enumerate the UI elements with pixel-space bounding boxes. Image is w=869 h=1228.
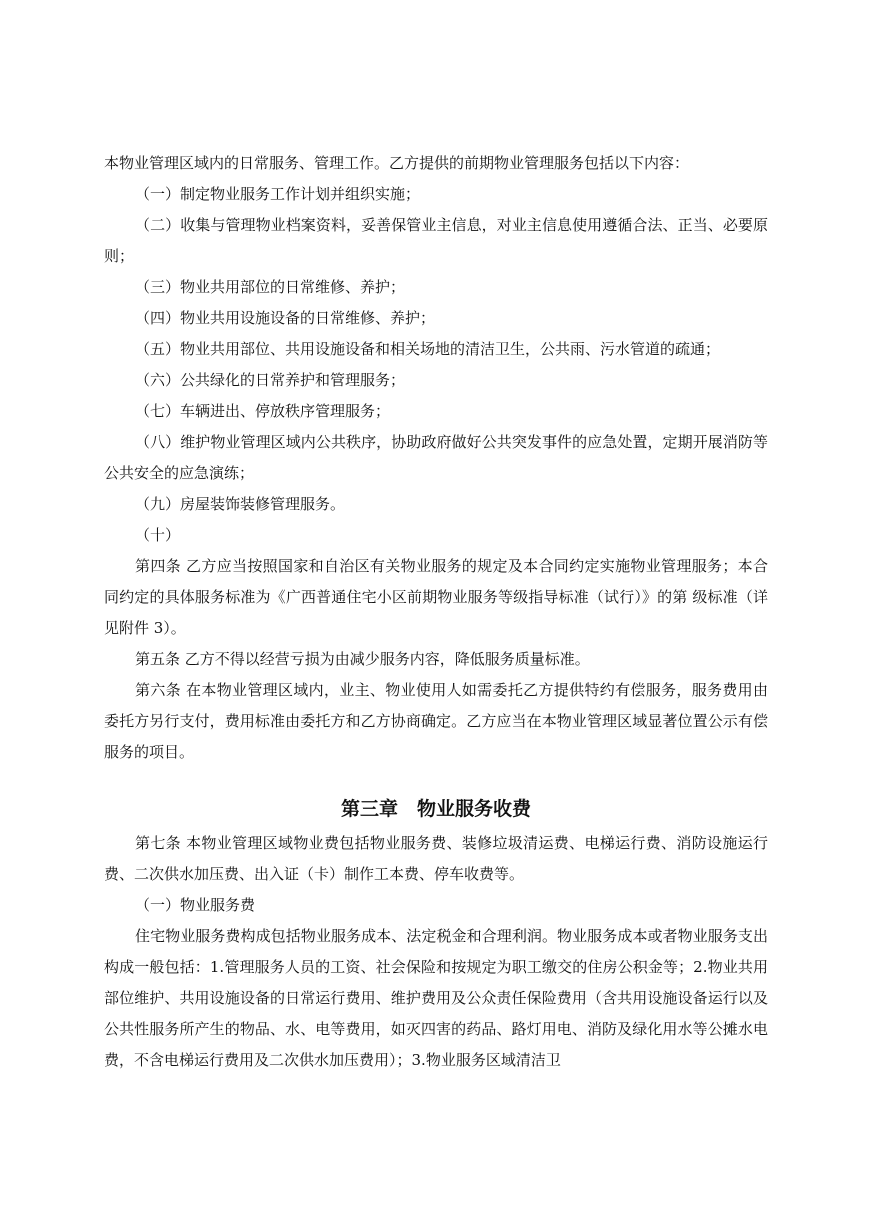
paragraph: （八）维护物业管理区域内公共秩序，协助政府做好公共突发事件的应急处置，定期开展消防等公共安全的应急演练； (104, 433, 768, 482)
paragraph: （四）物业共用设施设备的日常维修、养护； (135, 309, 436, 327)
article-4: 第四条 乙方应当按照国家和自治区有关物业服务的规定及本合同约定实施物业管理服务；本合同约定的具体服务标准为《广西普通住宅小区前期物业服务等级指导标准（试行）》的第 级标准（详见附件 3）。 (104, 557, 768, 637)
paragraph: （一）制定物业服务工作计划并组织实施； (135, 185, 421, 203)
paragraph: 住宅物业服务费构成包括物业服务成本、法定税金和合理利润。物业服务成本或者物业服务支出构成一般包括：1.管理服务人员的工资、社会保险和按规定为职工缴交的住房公积金等；2.物业共用部位维护、共用设施设备的日常运行费用、维护费用及公众责任保险费用（含共用设施设备运行以及公共性服务所产生的物品、水、电等费用，如灭四害的药品、路灯用电、消防及绿化用水等公摊水电费，不含电梯运行费用及二次供水加压费用）；3.物业服务区域清洁卫 (104, 927, 768, 1069)
paragraph: （十） (135, 526, 181, 544)
paragraph: （五）物业共用部位、共用设施设备和相关场地的清洁卫生，公共雨、污水管道的疏通； (135, 340, 721, 358)
section-service-content (104, 148, 768, 768)
section-service-fees (104, 828, 768, 1076)
subsection-heading: （一）物业服务费 (135, 896, 256, 914)
paragraph: （六）公共绿化的日常养护和管理服务； (135, 371, 406, 389)
paragraph: （三）物业共用部位的日常维修、养护； (135, 278, 406, 296)
article-7: 第七条 本物业管理区域物业费包括物业服务费、装修垃圾清运费、电梯运行费、消防设施运行费、二次供水加压费、出入证（卡）制作工本费、停车收费等。 (104, 834, 768, 883)
article-6: 第六条 在本物业管理区域内，业主、物业使用人如需委托乙方提供特约有偿服务，服务费用由委托方另行支付，费用标准由委托方和乙方协商确定。乙方应当在本物业管理区域显著位置公示有偿服务的项目。 (104, 681, 768, 761)
article-5: 第五条 乙方不得以经营亏损为由减少服务内容，降低服务质量标准。 (135, 650, 590, 668)
paragraph: （九）房屋装饰装修管理服务。 (135, 495, 346, 513)
document-body (104, 148, 768, 1076)
paragraph: （七）车辆进出、停放秩序管理服务； (135, 402, 391, 420)
paragraph: （二）收集与管理物业档案资料，妥善保管业主信息，对业主信息使用遵循合法、正当、必要原则； (104, 216, 768, 265)
chapter-title: 第三章 物业服务收费 (340, 798, 531, 820)
paragraph: 本物业管理区域内的日常服务、管理工作。乙方提供的前期物业管理服务包括以下内容： (104, 154, 690, 172)
